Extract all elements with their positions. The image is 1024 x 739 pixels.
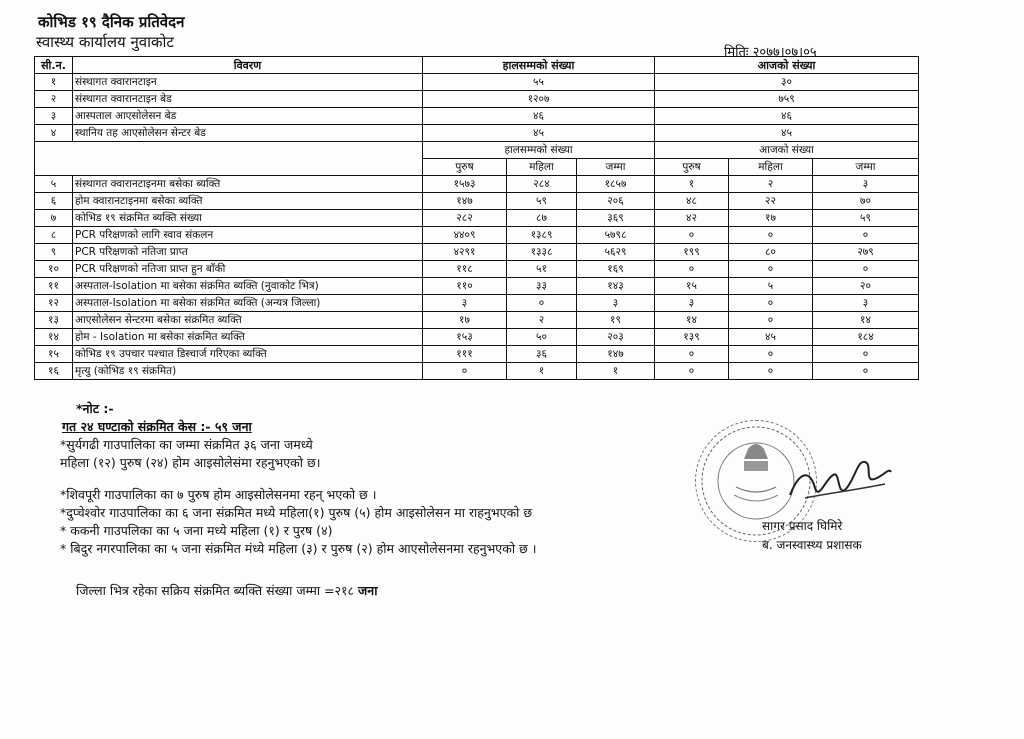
gender-column-header: पुरुष — [655, 159, 729, 176]
row-value-cell: २२ — [729, 193, 813, 210]
row-description: कोभिड १९ संक्रमित ब्यक्ति संख्या — [73, 210, 423, 227]
row-sn: ८ — [35, 227, 73, 244]
row-value-cell: ० — [813, 346, 919, 363]
row-value-cell: १५ — [655, 278, 729, 295]
row-value-cell: २०३ — [577, 329, 655, 346]
table-row — [35, 278, 919, 295]
row-value-cell: ० — [729, 261, 813, 278]
row-sn: १४ — [35, 329, 73, 346]
note-line: *सुर्यगढी गाउपालिका का जम्मा संक्रमित ३६ जना जमध्ये — [60, 437, 313, 452]
row-value-cell: ० — [655, 261, 729, 278]
row-description: आस्पताल आएसोलेसन बेड — [73, 108, 423, 125]
row-description: संस्थागत क्वारानटाइन — [73, 74, 423, 91]
header-total-to-date: हालसम्मको संख्या — [423, 57, 655, 74]
row-sn: १२ — [35, 295, 73, 312]
row-value-cell: १४७ — [423, 193, 507, 210]
row-value-cell: ३६ — [507, 346, 577, 363]
row-value-cell: १८५७ — [577, 176, 655, 193]
table-row — [35, 74, 919, 91]
notes-section — [60, 400, 537, 558]
table-row — [35, 244, 919, 261]
row-value-cell: ११८ — [423, 261, 507, 278]
row-value-cell: १५३ — [423, 329, 507, 346]
gender-column-header: महिला — [507, 159, 577, 176]
note-line: महिला (१२) पुरुष (२४) होम आइसोलेसंमा रहनुभएको छ। — [60, 455, 321, 470]
table-row — [35, 210, 919, 227]
row-sn: २ — [35, 91, 73, 108]
header-today: आजको संख्या — [655, 57, 919, 74]
row-value-cell: ४२ — [655, 210, 729, 227]
table-row — [35, 91, 919, 108]
row-value-cell: ० — [655, 363, 729, 380]
row-value-cell: १४३ — [577, 278, 655, 295]
row-value-cell: ५९ — [813, 210, 919, 227]
row-sn: ५ — [35, 176, 73, 193]
row-value-cell: ७० — [813, 193, 919, 210]
active-cases-total — [76, 582, 377, 599]
gender-column-header: पुरुष — [423, 159, 507, 176]
row-value-cell: १६९ — [577, 261, 655, 278]
cases-24h: गत २४ घण्टाको संक्रमित केस :- ५९ जना — [62, 419, 252, 434]
row-description: संस्थागत क्वारानटाइनमा बसेका ब्यक्ति — [73, 176, 423, 193]
row-sn: १५ — [35, 346, 73, 363]
row-sn: १० — [35, 261, 73, 278]
row-sn: ९ — [35, 244, 73, 261]
table-row — [35, 125, 919, 142]
row-sn: ३ — [35, 108, 73, 125]
header-description: विवरण — [73, 57, 423, 74]
row-value-cell: १४ — [655, 312, 729, 329]
row-value-cell: २०६ — [577, 193, 655, 210]
row-description: PCR परिक्षणको नतिजा प्राप्त — [73, 244, 423, 261]
table-row — [35, 193, 919, 210]
row-value-cell: ३ — [423, 295, 507, 312]
row-value-cell: ५० — [507, 329, 577, 346]
row-value-cell: ० — [655, 227, 729, 244]
row-today: ४५ — [655, 125, 919, 142]
row-total-to-date: १२०७ — [423, 91, 655, 108]
row-value-cell: १७ — [729, 210, 813, 227]
row-value-cell: १३८९ — [507, 227, 577, 244]
row-sn: १६ — [35, 363, 73, 380]
active-cases-unit: जना — [358, 583, 378, 598]
row-description: अस्पताल-Isolation मा बसेका संक्रमित ब्यक्ति (नुवाकोट भित्र) — [73, 278, 423, 295]
row-value-cell: ० — [729, 346, 813, 363]
table-row — [35, 346, 919, 363]
row-value-cell: ० — [423, 363, 507, 380]
row-value-cell: ५९ — [507, 193, 577, 210]
row-value-cell: ० — [729, 295, 813, 312]
office-name: स्वास्थ्य कार्यालय नुवाकोट — [36, 33, 174, 51]
row-value-cell: १७ — [423, 312, 507, 329]
row-value-cell: ५६२९ — [577, 244, 655, 261]
signatory-name: सागर प्रसाद घिमिरे — [762, 519, 843, 533]
row-today: ७५९ — [655, 91, 919, 108]
row-total-to-date: ५५ — [423, 74, 655, 91]
row-value-cell: ५७९८ — [577, 227, 655, 244]
row-value-cell: ० — [729, 312, 813, 329]
row-value-cell: १३९ — [655, 329, 729, 346]
table-row — [35, 108, 919, 125]
table-row — [35, 261, 919, 278]
gender-column-header: जम्मा — [577, 159, 655, 176]
row-value-cell: २७९ — [813, 244, 919, 261]
note-line: *दुप्चेश्वोर गाउपालिका का ६ जना संक्रमित मध्ये महिला(१) पुरुष (५) होम आइसोलेसन मा राहनुभएको छ — [60, 505, 533, 520]
row-value-cell: ३ — [655, 295, 729, 312]
row-value-cell: १९९ — [655, 244, 729, 261]
row-sn: ४ — [35, 125, 73, 142]
row-value-cell: ५१ — [507, 261, 577, 278]
row-value-cell: १८४ — [813, 329, 919, 346]
row-value-cell: ३३ — [507, 278, 577, 295]
note-line: *शिवपूरी गाउपालिका का ७ पुरुष होम आइसोलेसनमा रहन् भएको छ । — [60, 487, 377, 502]
row-description: होम - Isolation मा बसेका संक्रमित ब्यक्ति — [73, 329, 423, 346]
row-value-cell: ८० — [729, 244, 813, 261]
notes-heading: *नोट :- — [76, 401, 114, 416]
row-description: अस्पताल-Isolation मा बसेका संक्रमित ब्यक्ति (अन्यत्र जिल्ला) — [73, 295, 423, 312]
row-description: संस्थागत क्वारानटाइन बेड — [73, 91, 423, 108]
row-sn: १ — [35, 74, 73, 91]
row-value-cell: ० — [507, 295, 577, 312]
row-value-cell: १ — [577, 363, 655, 380]
row-sn: ७ — [35, 210, 73, 227]
row-value-cell: ८७ — [507, 210, 577, 227]
table-row — [35, 329, 919, 346]
sub-header-total: हालसम्मको संख्या — [423, 142, 655, 159]
row-sn: ६ — [35, 193, 73, 210]
report-date: मितिः २०७७।०७।०५ — [724, 45, 817, 60]
row-value-cell: ३ — [813, 295, 919, 312]
row-value-cell: २८४ — [507, 176, 577, 193]
row-value-cell: १४ — [813, 312, 919, 329]
row-sn: ११ — [35, 278, 73, 295]
row-description: होम क्वारानटाइनमा बसेका ब्यक्ति — [73, 193, 423, 210]
row-value-cell: १५७३ — [423, 176, 507, 193]
blank-cell — [35, 142, 423, 176]
table-row — [35, 227, 919, 244]
gender-column-header: महिला — [729, 159, 813, 176]
row-description: स्थानिय तह आएसोलेसन सेन्टर बेड — [73, 125, 423, 142]
table-header-row — [35, 57, 919, 74]
row-description: आएसोलेसन सेन्टरमा बसेका संक्रमित ब्यक्ति — [73, 312, 423, 329]
row-sn: १३ — [35, 312, 73, 329]
row-value-cell: १३३८ — [507, 244, 577, 261]
sub-header-today: आजको संख्या — [655, 142, 919, 159]
row-today: ४६ — [655, 108, 919, 125]
row-value-cell: ० — [729, 227, 813, 244]
row-value-cell: ११० — [423, 278, 507, 295]
row-value-cell: ३६९ — [577, 210, 655, 227]
table-row — [35, 295, 919, 312]
row-value-cell: १९ — [577, 312, 655, 329]
row-value-cell: ३ — [813, 176, 919, 193]
table-row — [35, 176, 919, 193]
active-cases-label: जिल्ला भित्र रहेका सक्रिय संक्रमित ब्यक्ति संख्या जम्मा =२१८ — [76, 583, 355, 598]
row-value-cell: २० — [813, 278, 919, 295]
row-total-to-date: ४५ — [423, 125, 655, 142]
row-description: कोभिड १९ उपचार पश्चात डिस्चार्ज गरिएका ब्यक्ति — [73, 346, 423, 363]
row-value-cell: ० — [729, 363, 813, 380]
row-value-cell: २८२ — [423, 210, 507, 227]
table-row — [35, 312, 919, 329]
row-value-cell: ४८ — [655, 193, 729, 210]
row-value-cell: १४७ — [577, 346, 655, 363]
row-value-cell: २ — [729, 176, 813, 193]
row-value-cell: १११ — [423, 346, 507, 363]
gender-column-header: जम्मा — [813, 159, 919, 176]
note-line: * बिदुर नगरपालिका का ५ जना संक्रमित मंध्ये महिला (३) र पुरुष (२) होम आएसोलेसनमा रहनुभएको छ । — [60, 541, 537, 556]
row-value-cell: ० — [813, 261, 919, 278]
row-value-cell: २ — [507, 312, 577, 329]
header-sn: सी.न. — [35, 57, 73, 74]
table-row — [35, 363, 919, 380]
report-title: कोभिड १९ दैनिक प्रतिवेदन — [38, 13, 185, 31]
row-value-cell: १ — [507, 363, 577, 380]
row-value-cell: ४५ — [729, 329, 813, 346]
row-value-cell: ४४०९ — [423, 227, 507, 244]
row-value-cell: ० — [655, 346, 729, 363]
covid-report-table — [34, 56, 919, 380]
row-description: PCR परिक्षणको नतिजा प्राप्त हुन बाँकी — [73, 261, 423, 278]
note-line: * ककनी गाउपलिका का ५ जना मध्ये महिला (१) र पुरष (४) — [60, 523, 333, 538]
signatory-title: ब. जनस्वास्थ्य प्रशासक — [762, 538, 862, 552]
row-value-cell: १ — [655, 176, 729, 193]
sub-header-row — [35, 142, 919, 159]
signature-mark — [785, 450, 895, 510]
row-today: ३० — [655, 74, 919, 91]
row-value-cell: ३ — [577, 295, 655, 312]
row-description: PCR परिक्षणको लागि स्वाव संकलन — [73, 227, 423, 244]
row-value-cell: ५ — [729, 278, 813, 295]
row-description: मृत्यु (कोभिड १९ संक्रमित) — [73, 363, 423, 380]
row-value-cell: ४२९१ — [423, 244, 507, 261]
row-value-cell: ० — [813, 227, 919, 244]
row-total-to-date: ४६ — [423, 108, 655, 125]
row-value-cell: ० — [813, 363, 919, 380]
